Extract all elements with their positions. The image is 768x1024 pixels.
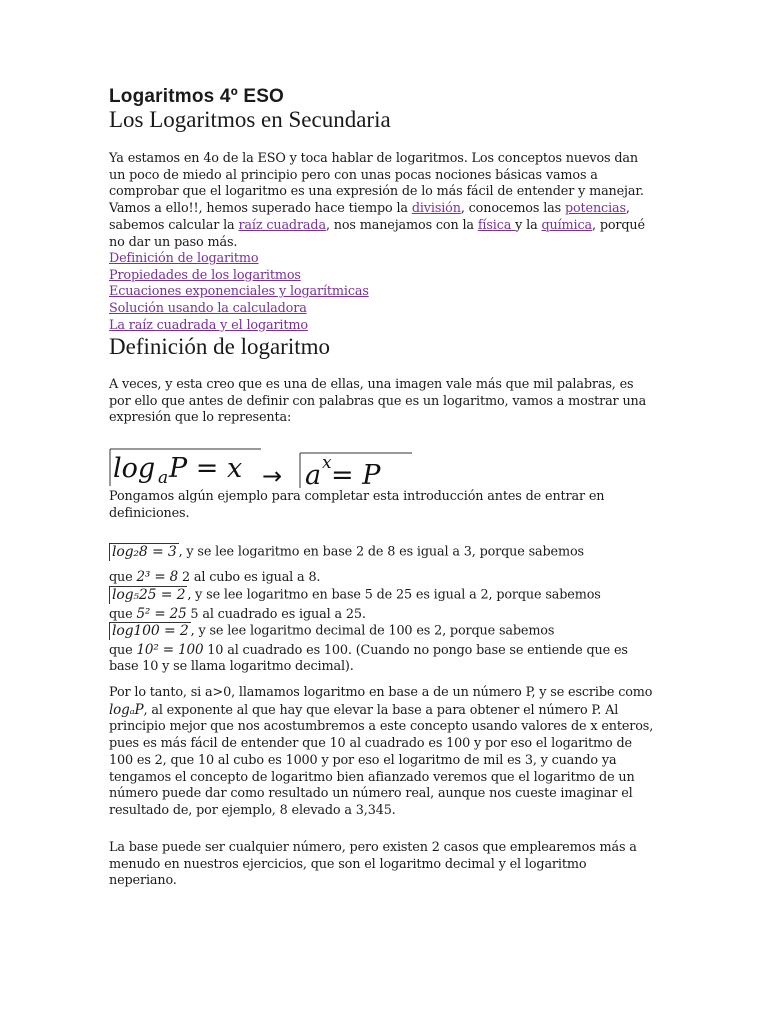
math-log2-8: log₂8 = 3 <box>109 543 179 561</box>
example-text: que <box>109 643 137 659</box>
link-quimica[interactable]: química <box>541 217 592 233</box>
link-division[interactable]: división <box>411 201 461 217</box>
svg-text:P = x <box>168 453 242 484</box>
link-potencias[interactable]: potencias <box>564 201 626 217</box>
intro-text: , conocemos las <box>460 201 565 217</box>
definition-text: Por lo tanto, si a>0, llamamos logaritmo en base a de un número P, y se escribe como <box>109 685 653 700</box>
svg-text:a <box>305 460 321 490</box>
example-text: base 10 y se llama logaritmo decimal). <box>109 659 354 675</box>
example-line <box>109 569 657 586</box>
formula-svg <box>109 448 429 490</box>
toc-link-calculadora[interactable]: Solución usando la calculadora <box>109 301 307 317</box>
math-10-squared: 10² = 100 <box>136 642 204 659</box>
link-raiz-cuadrada[interactable]: raíz cuadrada <box>238 217 326 233</box>
formula-right-rest: = P <box>331 460 381 490</box>
math-loga-p: logₐP <box>109 701 144 718</box>
svg-text:= P <box>331 460 381 490</box>
formula-log: log <box>113 453 156 484</box>
intro-text: , nos manejamos con la <box>325 217 478 233</box>
example-text: , y se lee logaritmo decimal de 100 es 2, porque sabemos <box>190 623 555 639</box>
example-line <box>109 606 657 623</box>
formula-a: a <box>305 460 322 490</box>
example-text: 5 al cuadrado es igual a 25. <box>186 606 366 622</box>
svg-text:log <box>113 453 155 484</box>
example-line <box>109 543 657 569</box>
formula-image <box>109 448 429 490</box>
toc-link-definicion[interactable]: Definición de logaritmo <box>109 251 259 266</box>
example-text: , y se lee logaritmo en base 5 de 25 es igual a 2, porque sabemos <box>187 586 601 602</box>
toc-link-propiedades[interactable]: Propiedades de los logaritmos <box>109 267 301 283</box>
example-text: , y se lee logaritmo en base 2 de 8 es igual a 3, porque sabemos <box>178 544 584 560</box>
example-line <box>109 586 657 606</box>
toc-link-ecuaciones[interactable]: Ecuaciones exponenciales y logarítmicas <box>109 284 369 300</box>
example-line <box>109 622 657 642</box>
formula-arrow: → <box>262 462 283 490</box>
formula-left-rest: P = x <box>169 453 243 484</box>
example-text: que <box>109 606 137 622</box>
page-subtitle: Los Logaritmos en Secundaria <box>109 107 391 132</box>
example-text: 2 al cubo es igual a 8. <box>178 570 321 585</box>
svg-text:a <box>158 468 168 488</box>
intro-text: Ya estamos en 4o de la ESO y toca hablar de logaritmos. Los conceptos nuevos dan un poco de miedo al principio pero con unas pocas nociones básicas vamos a comprobar que el logaritmo es una expresión de lo más fácil de entender y manejar. Vamos a ello!!, hemos superado hace tiempo la <box>109 151 644 217</box>
svg-text:→ <box>262 462 282 490</box>
section-heading: Definición de logaritmo <box>109 334 330 359</box>
examples-block <box>109 543 657 676</box>
closing-paragraph: La base puede ser cualquier número, pero existen 2 casos que emplearemos más a menudo en nuestros ejercicios, que son el logaritmo decimal y el logaritmo neperiano. <box>109 840 637 889</box>
table-of-contents <box>109 251 657 334</box>
intro-text: , porqué no dar un paso más. <box>109 217 645 250</box>
definition-text: , al exponente al que hay que elevar la base a para obtener el número P. Al principio mejor que nos acostumbremos a este concepto usando valores de x enteros, pues es más fácil de entender que 10 al cuadrado es 100 y por eso el logaritmo de 100 es 2, que 10 al cubo es 1000 y por eso el logaritmo de mil es 3, y cuando ya tengamos el concepto de logaritmo bien afianzado veremos que el logaritmo de un número puede dar como resultado un número real, aunque nos cueste imaginar el resultado de, por ejemplo, 8 elevado a 3,345. <box>109 702 654 818</box>
link-fisica[interactable]: física <box>477 217 516 233</box>
example-line <box>109 642 657 659</box>
intro-text: , sabemos calcular la <box>109 201 630 233</box>
definition-paragraph <box>109 685 657 820</box>
math-log5-25: log₅25 = 2 <box>109 586 187 604</box>
formula-base: a <box>158 468 169 488</box>
math-log100: log100 = 2 <box>109 622 191 640</box>
intro-text: y la <box>515 217 542 233</box>
example-line <box>109 659 657 676</box>
page-title: Logaritmos 4º ESO <box>109 86 285 107</box>
math-5-squared: 5² = 25 <box>136 605 187 622</box>
toc-link-raiz[interactable]: La raíz cuadrada y el logaritmo <box>109 317 308 333</box>
intro-example-paragraph: Pongamos algún ejemplo para completar esta introducción antes de entrar en definiciones. <box>109 489 605 521</box>
formula-exp: x <box>322 453 332 473</box>
example-text: 10 al cuadrado es 100. (Cuando no pongo base se entiende que es <box>203 643 628 659</box>
math-2-cubed: 2³ = 8 <box>136 569 179 585</box>
intro-paragraph <box>109 151 657 251</box>
example-text: que <box>109 570 137 585</box>
section-paragraph: A veces, y esta creo que es una de ellas, una imagen vale más que mil palabras, es por ello que antes de definir con palabras que es un logaritmo, vamos a mostrar una expresión que lo representa: <box>109 377 647 426</box>
